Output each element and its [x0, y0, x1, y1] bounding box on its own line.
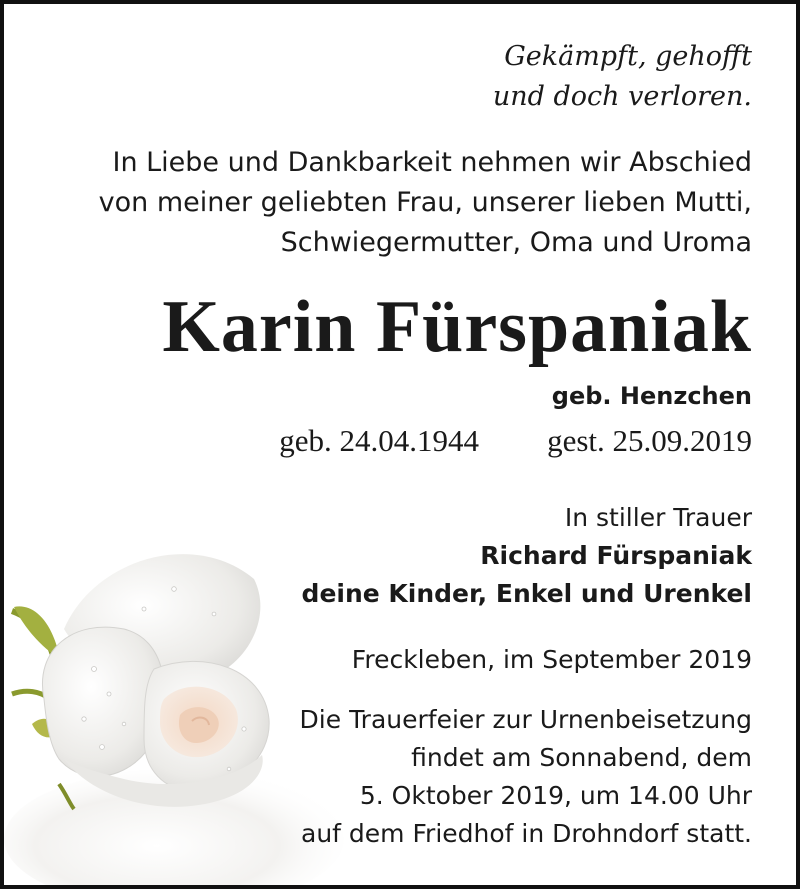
intro-line: von meiner geliebten Frau, unserer lieben Mutti, — [98, 187, 752, 218]
family-line: deine Kinder, Enkel und Urenkel — [301, 579, 752, 608]
ceremony-line: findet am Sonnabend, dem — [411, 743, 752, 772]
motto — [493, 37, 752, 117]
motto-line: und doch verloren. — [492, 81, 752, 112]
ceremony-info — [300, 701, 752, 853]
ceremony-line: 5. Oktober 2019, um 14.00 Uhr — [359, 781, 752, 810]
deceased-name: Karin Fürspaniak — [162, 286, 752, 368]
ceremony-line: Die Trauerfeier zur Urnenbeisetzung — [299, 705, 752, 734]
mourning-intro: In stiller Trauer — [564, 503, 752, 532]
white-rose-icon — [4, 519, 344, 889]
maiden-name: geb. Henzchen — [551, 382, 752, 410]
death-date: gest. 25.09.2019 — [547, 423, 752, 458]
place-date: Freckleben, im September 2019 — [351, 645, 752, 674]
intro-text — [99, 143, 752, 263]
ceremony-line: auf dem Friedhof in Drohndorf statt. — [301, 819, 752, 848]
spouse-name: Richard Fürspaniak — [480, 541, 752, 570]
intro-line: Schwiegermutter, Oma und Uroma — [280, 227, 752, 258]
intro-line: In Liebe und Dankbarkeit nehmen wir Abschied — [112, 147, 752, 178]
mourners — [302, 499, 752, 613]
motto-line: Gekämpft, gehofft — [504, 41, 752, 72]
birth-date: geb. 24.04.1944 — [279, 423, 480, 458]
life-dates — [279, 421, 752, 461]
